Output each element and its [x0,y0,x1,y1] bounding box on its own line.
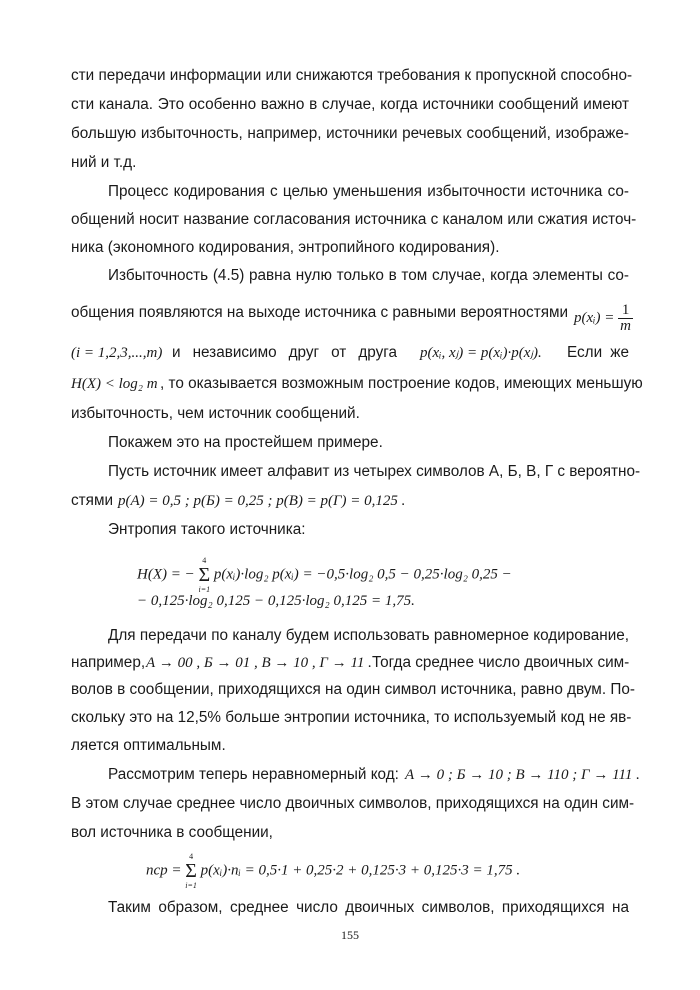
text-line: волов в сообщении, приходящихся на один символ источника, равно двум. По- [71,681,635,698]
text-line: большую избыточность, например, источники речевых сообщений, изображе- [71,125,629,142]
fraction: $\frac{1}{m}$ [620,302,631,334]
text-line: , то оказывается возможным построение кодов, имеющих меньшую [160,375,643,392]
text-line: Энтропия такого источника: [108,521,306,538]
text-line: Таким образом, среднее число двоичных символов, приходящихся на [108,899,629,916]
text-line: Покажем это на простейшем примере. [108,434,383,451]
text-line: ляется оптимальным. [71,737,226,754]
text-line: сти канала. Это особенно важно в случае, когда источники сообщений имеют [71,96,629,113]
text-line: Для передачи по каналу будем использовать равномерное кодирование, [108,627,629,644]
formula-independence: p(xᵢ, xⱼ) = p(xᵢ)·p(xⱼ). [420,345,542,361]
sum-symbol: 4 Σ i=1 [198,556,211,594]
text-line: стями [71,492,113,509]
formula-uniform-code: А → 00 , Б → 01 , В → 10 , Г → 11 . [146,655,372,671]
formula-entropy-bound: H(X) < log₂ m [71,376,158,392]
text-line: Процесс кодирования с целью уменьшения избыточности источника со- [108,183,629,200]
equation-entropy-continued: − 0,125·log₂ 0,125 − 0,125·log₂ 0,125 = 1,75. [137,593,415,609]
equation-average-length: nср = 4 Σ i=1 p(xᵢ)·nᵢ = 0,5·1 + 0,25·2 + 0,125·3 + 0,125·3 = 1,75 . [146,852,521,890]
text-line: Тогда среднее число двоичных сим- [372,654,630,671]
text-line: В этом случае среднее число двоичных символов, приходящихся на один сим- [71,795,635,812]
formula-probabilities: p(A) = 0,5 ; p(Б) = 0,25 ; p(В) = p(Г) = 0,125 . [118,493,406,509]
equation-entropy: H(X) = − 4 Σ i=1 p(xᵢ)·log₂ p(xᵢ) = −0,5·log₂ 0,5 − 0,25·log₂ 0,25 − [137,556,512,594]
text-line: ника (экономного кодирования, энтропийного кодирования). [71,239,500,256]
formula-nonuniform-code: А → 0 ; Б → 10 ; В → 110 ; Г → 111 . [405,767,640,783]
formula-index-range: (i = 1,2,3,...,m) [71,345,163,361]
text-line: Пусть источник имеет алфавит из четырех символов А, Б, В, Г с вероятно- [108,463,641,480]
text-line: ний и т.д. [71,154,137,171]
text-line: скольку это на 12,5% больше энтропии источника, то используемый код не яв- [71,709,632,726]
text-line: Если же [567,344,629,361]
text-line: Избыточность (4.5) равна нулю только в том случае, когда элементы со- [108,267,629,284]
page-number: 155 [341,928,359,942]
sum-symbol: 4 Σ i=1 [185,852,197,890]
text-line: Рассмотрим теперь неравномерный код: [108,766,399,783]
text-line: например, [71,654,146,671]
text-line: общения появляются на выходе источника с равными вероятностями [71,304,569,321]
formula-probability-equal: p(xᵢ) = $\frac{1}{m}$ [574,302,631,334]
text-line: и независимо друг от друга [172,344,397,361]
text-line: избыточность, чем источник сообщений. [71,405,360,422]
text-line: вол источника в сообщении, [71,824,273,841]
text-line: общений носит название согласования источника с каналом или сжатия источ- [71,211,637,228]
text-line: сти передачи информации или снижаются требования к пропускной способно- [71,67,633,84]
